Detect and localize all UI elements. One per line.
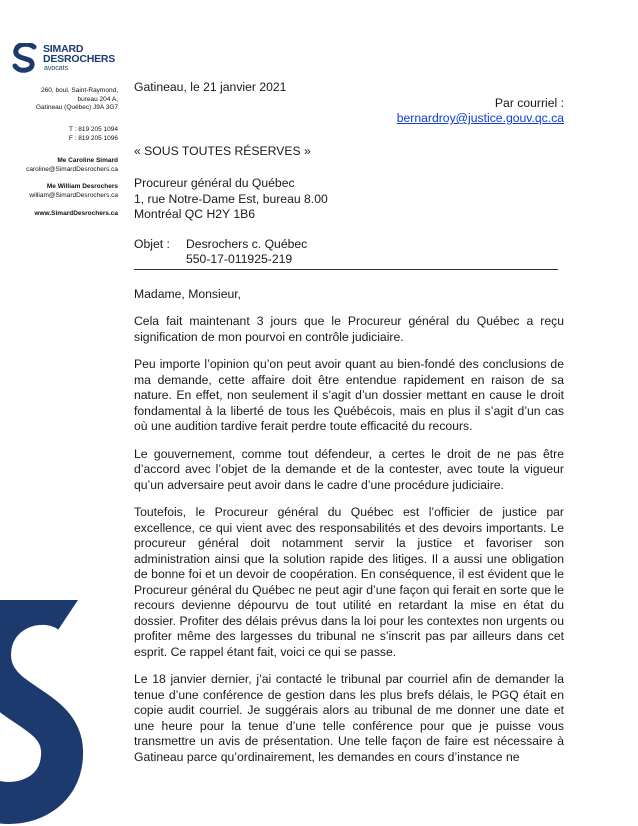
recipient-line1: Procureur général du Québec bbox=[134, 176, 295, 190]
lawyer1-name: Me Caroline Simard bbox=[57, 157, 118, 164]
firm-name-line3: avocats bbox=[44, 65, 69, 72]
lawyer2-name: Me William Desrochers bbox=[46, 183, 118, 190]
lawyer1-block bbox=[26, 157, 118, 174]
address-line3: Gatineau (Québec) J9A 3G7 bbox=[35, 104, 118, 112]
reserve-notice: « SOUS TOUTES RÉSERVES » bbox=[134, 143, 311, 158]
object-case-number: 550-17-011925-219 bbox=[186, 252, 293, 266]
object-case-name: Desrochers c. Québec bbox=[186, 236, 308, 251]
separator-rule bbox=[134, 269, 558, 270]
large-s-watermark-icon bbox=[0, 600, 86, 826]
object-line2-row bbox=[134, 252, 564, 268]
letter-body bbox=[134, 80, 564, 765]
paragraph-3: Le gouvernement, comme tout défendeur, a certes le droit de ne pas être d’accord avec l’objet de la demande et de la contester, avec toute la vigueur qu’un adversaire peut avoir dans le cadre d’une procédure judiciaire. bbox=[134, 446, 564, 492]
object-label: Objet : bbox=[134, 236, 170, 251]
firm-logo bbox=[12, 43, 122, 75]
recipient-email-line bbox=[134, 111, 564, 127]
recipient-line3: Montréal QC H2Y 1B6 bbox=[134, 207, 256, 221]
recipient-line2: 1, rue Notre-Dame Est, bureau 8.00 bbox=[134, 191, 328, 206]
salutation: Madame, Monsieur, bbox=[134, 286, 242, 301]
letterhead-sidebar bbox=[0, 0, 128, 826]
fax-number: F : 819 205 1096 bbox=[68, 134, 118, 142]
lawyer1-email[interactable]: caroline@SimardDesrochers.ca bbox=[26, 165, 118, 173]
firm-logo-icon bbox=[12, 43, 40, 73]
firm-address bbox=[36, 87, 118, 113]
recipient-email-link[interactable]: bernardroy@justice.gouv.qc.ca bbox=[396, 111, 564, 125]
lawyer2-block bbox=[29, 183, 118, 200]
address-line1: 260, boul. Saint-Raymond, bbox=[41, 87, 118, 94]
firm-website[interactable]: www.SimardDesrochers.ca bbox=[34, 210, 118, 217]
paragraph-5: Le 18 janvier dernier, j’ai contacté le tribunal par courriel afin de demander la tenue d’une conférence de gestion dans les plus brefs délais, le PGQ était en copie audit courriel. Je suggérais alors au tribunal de me donner une date et une heure pour la tenue d’une telle conférence pour que je puisse vous transmettre un avis de présentation. Une telle façon de faire est nécessaire à Gatineau parce qu’ordinairement, les demandes en cours d’instance ne bbox=[134, 672, 564, 764]
letter-date: Gatineau, le 21 janvier 2021 bbox=[134, 80, 287, 94]
firm-name-line1: SIMARD bbox=[43, 43, 84, 55]
firm-name-line2: DESROCHERS bbox=[43, 53, 116, 65]
paragraph-1: Cela fait maintenant 3 jours que le Procureur général du Québec a reçu signification de mon pourvoi en contrôle judiciaire. bbox=[134, 314, 564, 344]
phone-number: T : 819 205 1094 bbox=[68, 126, 118, 133]
delivery-method: Par courriel : bbox=[494, 95, 564, 110]
paragraph-4: Toutefois, le Procureur général du Québec est l’officier de justice par excellence, ce qui vient avec des responsabilités et des devoirs importants. Le procureur général doit notamment servir la justice et favoriser son administration ainsi que la solution rapide des litiges. Il a aussi une obligation de bonne foi et un devoir de coopération. En conséquence, il est évident que le Procureur général du Québec ne peut agir d’une façon qui ferait en sorte que le recours devienne dépourvu de tout utilité en retardant la mise en état du dossier. Profiter des délais prévus dans la loi pour les contextes non urgents ou profiter même des largesses du tribunal ne s’inscrit pas par ailleurs dans cet esprit. Ce rappel étant fait, voici ce qui se passe. bbox=[134, 505, 564, 659]
lawyer2-email[interactable]: william@SimardDesrochers.ca bbox=[29, 191, 118, 199]
address-line2: bureau 204 A, bbox=[77, 95, 118, 103]
object-line1-row bbox=[134, 237, 564, 253]
firm-phones bbox=[69, 126, 118, 143]
paragraph-2: Peu importe l’opinion qu’on peut avoir quant au bien-fondé des conclusions de ma demande, cette affaire doit être entendue rapidement en raison de sa nature. En effet, non seulement il s’agit d’un dossier mettant en cause le droit fondamental à la liberté de tous les Québécois, mais en plus il s’agit d’un cas où une audition tardive ferait perdre toute efficacité du recours. bbox=[134, 357, 564, 433]
